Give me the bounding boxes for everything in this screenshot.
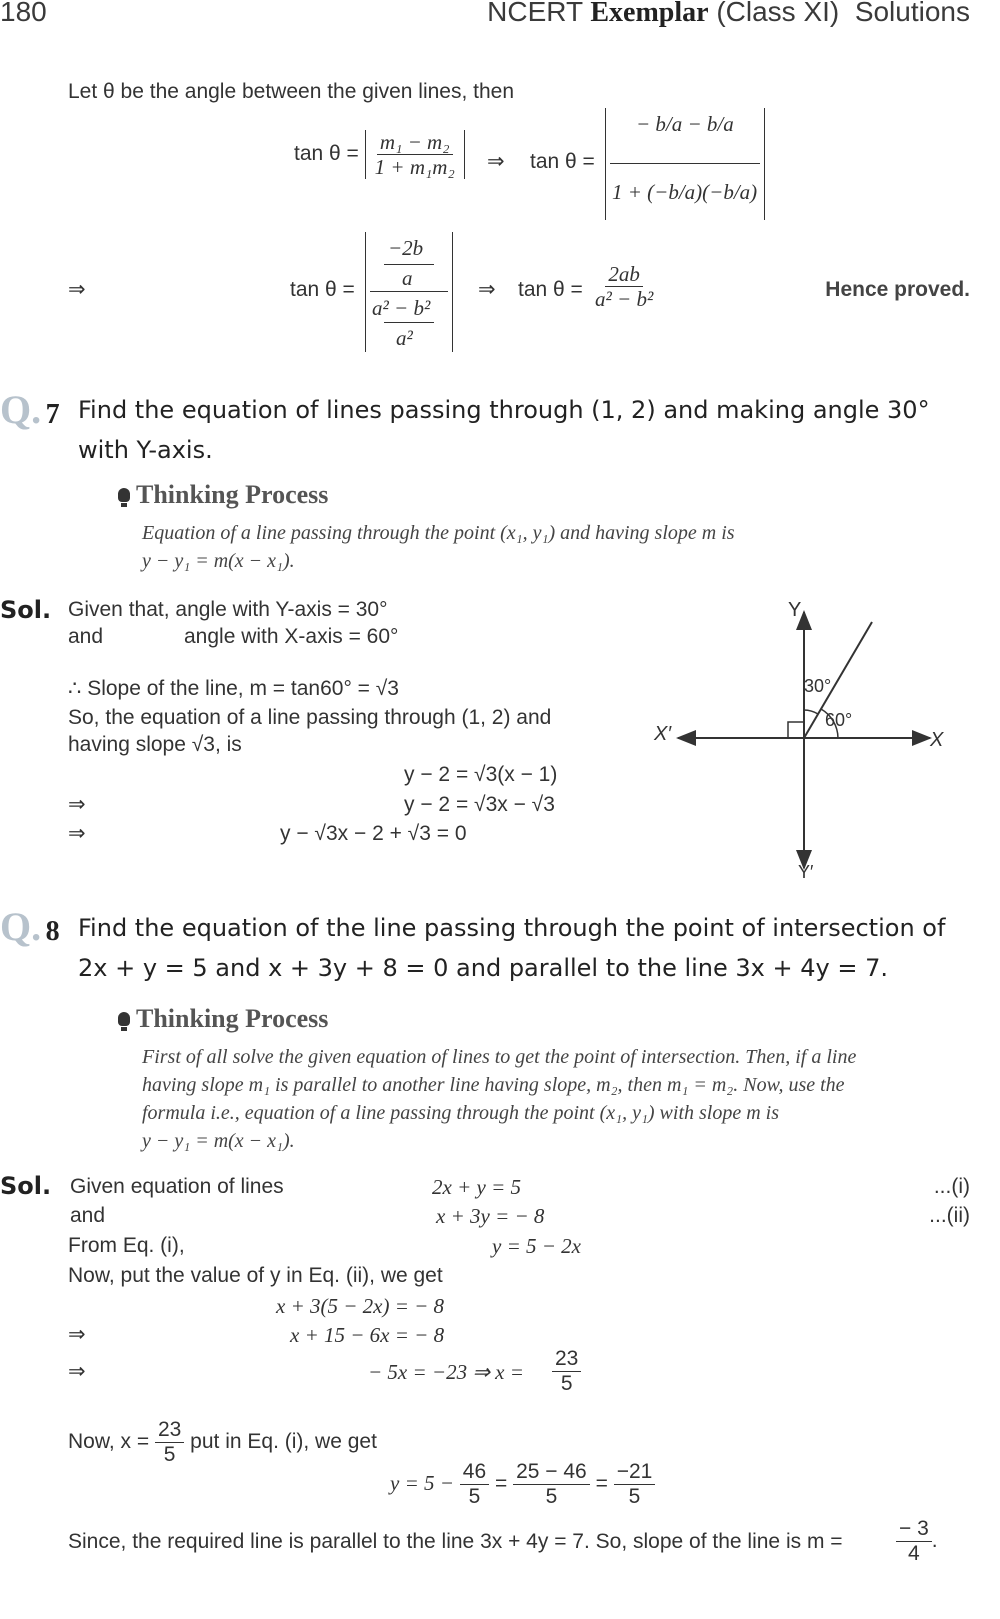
q7-s4: So, the equation of a line passing through (1, 2) and [68, 706, 552, 729]
q8-sol-label: Sol. [0, 1172, 52, 1200]
q7-tp-line1: Equation of a line passing through the point (x₁, y₁) and having slope m is [142, 522, 735, 544]
frac-den: 5 [628, 1485, 641, 1508]
frac-num: 25 − 46 [513, 1460, 590, 1485]
q8-tp-line3: formula i.e., equation of a line passing through the point (x₁, y₁) with slope m is [142, 1102, 780, 1124]
lightbulb-icon [118, 1012, 130, 1026]
q8-s1: Given equation of lines [70, 1175, 284, 1198]
result-den: a² − b² [595, 287, 654, 311]
header-book: NCERT [487, 0, 583, 27]
q8-e3: − 5x = −23 ⇒ x = [368, 1360, 524, 1384]
frac-den: 5 [560, 1372, 573, 1395]
tan-label: tan θ = [294, 142, 359, 166]
q8-eq1: 2x + y = 5 [432, 1175, 521, 1199]
lightbulb-icon [118, 488, 130, 502]
label-y-prime: Y′ [798, 862, 814, 882]
q8-s3: From Eq. (i), [68, 1234, 185, 1257]
hence-proved: Hence proved. [825, 278, 970, 301]
q8-eq2: x + 3y = − 8 [436, 1204, 545, 1228]
frac-den: 5 [163, 1443, 176, 1466]
q8-ref1: ...(i) [933, 1175, 970, 1198]
frac-den: 5 [468, 1485, 481, 1508]
arc-30 [804, 710, 818, 714]
q8-tp-line4: y − y₁ = m(x − x₁). [142, 1130, 295, 1152]
q8-y-eq [390, 1460, 655, 1509]
tan-label-2: tan θ = [530, 150, 595, 173]
q8-label [0, 903, 60, 950]
q8-eq3: y = 5 − 2x [492, 1234, 581, 1258]
implies-1: ⇒ [487, 150, 505, 173]
period: . [931, 1529, 938, 1553]
label-30: 30° [804, 676, 832, 696]
q7-s2b: angle with X-axis = 60° [184, 625, 399, 648]
frac-num: −21 [614, 1460, 656, 1485]
q7-e2: y − 2 = √3x − √3 [404, 793, 555, 816]
y-eq-prefix: y = 5 − [390, 1471, 454, 1496]
q8-s2: and [70, 1204, 106, 1227]
frac-den: 1 + m₁m₂ [374, 155, 455, 179]
q7-arrow1: ⇒ [68, 793, 86, 816]
abs-fraction-2 [605, 108, 765, 220]
q8-ref2: ...(ii) [929, 1204, 970, 1227]
label-y: Y [788, 599, 802, 621]
q7-s2a: and [68, 625, 104, 648]
header-exemplar: Exemplar [590, 0, 709, 28]
right-angle-mark [788, 722, 804, 738]
tp-title: Thinking Process [136, 480, 329, 509]
tan-label-4: tan θ = [518, 278, 583, 301]
q8-tp-line1: First of all solve the given equation of lines to get the point of intersection. Then, if a line [142, 1046, 857, 1068]
q7-tp-line2: y − y₁ = m(x − x₁). [142, 550, 295, 572]
q-number: 7 [45, 399, 60, 430]
q7-text-line2: with Y-axis. [78, 436, 213, 464]
q8-arrow2: ⇒ [68, 1360, 86, 1383]
equals: = [595, 1472, 608, 1496]
q7-s3: ∴ Slope of the line, m = tan60° = √3 [68, 677, 399, 700]
q8-e2: x + 15 − 6x = − 8 [290, 1323, 445, 1347]
axes-diagram [654, 598, 980, 890]
q8-text-line2: 2x + y = 5 and x + 3y + 8 = 0 and parallel to the line 3x + 4y = 7. [78, 954, 888, 982]
frac-den-2: 1 + (−b/a)(−b/a) [612, 180, 758, 204]
q7-e3: y − √3x − 2 + √3 = 0 [280, 822, 467, 845]
frac-num: 23 [155, 1418, 184, 1443]
frac3-num: −2b [388, 236, 424, 260]
label-60: 60° [825, 710, 853, 730]
q7-e1: y − 2 = √3(x − 1) [404, 763, 558, 786]
result-fraction [592, 262, 656, 311]
q8-text-line1: Find the equation of the line passing through the point of intersection of [78, 914, 946, 942]
prev-eq-row1 [294, 130, 465, 179]
frac-den: 4 [908, 1542, 920, 1565]
q8-s5 [68, 1418, 377, 1467]
header-solutions: Solutions [854, 0, 970, 27]
q-mark: Q. [0, 387, 42, 432]
q8-slope-frac [896, 1517, 938, 1566]
frac-num: 23 [552, 1347, 581, 1372]
frac3-den: a² − b² [372, 296, 431, 320]
s5-prefix: Now, x = [68, 1430, 150, 1454]
q8-tp-line2: having slope m₁ is parallel to another line having slope, m₂, then m₁ = m₂. Now, use the [142, 1074, 845, 1096]
frac-num: 46 [460, 1460, 489, 1485]
implies-3: ⇒ [478, 278, 496, 301]
q7-label [0, 386, 60, 433]
s5-suffix: put in Eq. (i), we get [190, 1430, 377, 1454]
tp-title: Thinking Process [136, 1004, 329, 1033]
frac-num: − 3 [896, 1517, 932, 1542]
frac-den: 5 [545, 1485, 558, 1508]
label-x: X [930, 729, 944, 751]
abs-fraction-1 [365, 130, 465, 179]
q7-s1: Given that, angle with Y-axis = 30° [68, 598, 388, 621]
q-number: 8 [45, 916, 60, 947]
frac-num: m₁ − m₂ [377, 130, 453, 155]
q7-text-line1: Find the equation of lines passing through (1, 2) and making angle 30° [78, 396, 930, 424]
result-num: 2ab [605, 262, 643, 287]
q8-arrow1: ⇒ [68, 1323, 86, 1346]
frac3-a: a [402, 266, 413, 290]
prev-intro: Let θ be the angle between the given lines, then [68, 80, 515, 103]
page-number: 180 [0, 0, 47, 27]
q8-s4: Now, put the value of y in Eq. (ii), we get [68, 1264, 443, 1287]
equals: = [494, 1472, 508, 1496]
abs-fraction-3 [365, 232, 453, 352]
frac3-a2: a² [396, 326, 413, 350]
implies-2: ⇒ [68, 278, 86, 301]
q7-thinking-title [118, 480, 328, 510]
q8-thinking-title [118, 1004, 328, 1034]
q8-last: Since, the required line is parallel to the line 3x + 4y = 7. So, slope of the line is m = [68, 1530, 843, 1553]
q7-sol-label: Sol. [0, 596, 52, 624]
tan-label-3: tan θ = [290, 278, 355, 301]
header-class: (Class XI) [716, 0, 840, 27]
q8-frac-23-5 [552, 1347, 581, 1396]
frac-num-2: − b/a − b/a [636, 112, 734, 136]
q7-arrow2: ⇒ [68, 822, 86, 845]
q7-s5: having slope √3, is [68, 733, 242, 756]
q-mark: Q. [0, 904, 42, 949]
running-header [487, 0, 970, 29]
label-x-prime: X′ [654, 723, 672, 745]
q8-e1: x + 3(5 − 2x) = − 8 [276, 1294, 445, 1318]
